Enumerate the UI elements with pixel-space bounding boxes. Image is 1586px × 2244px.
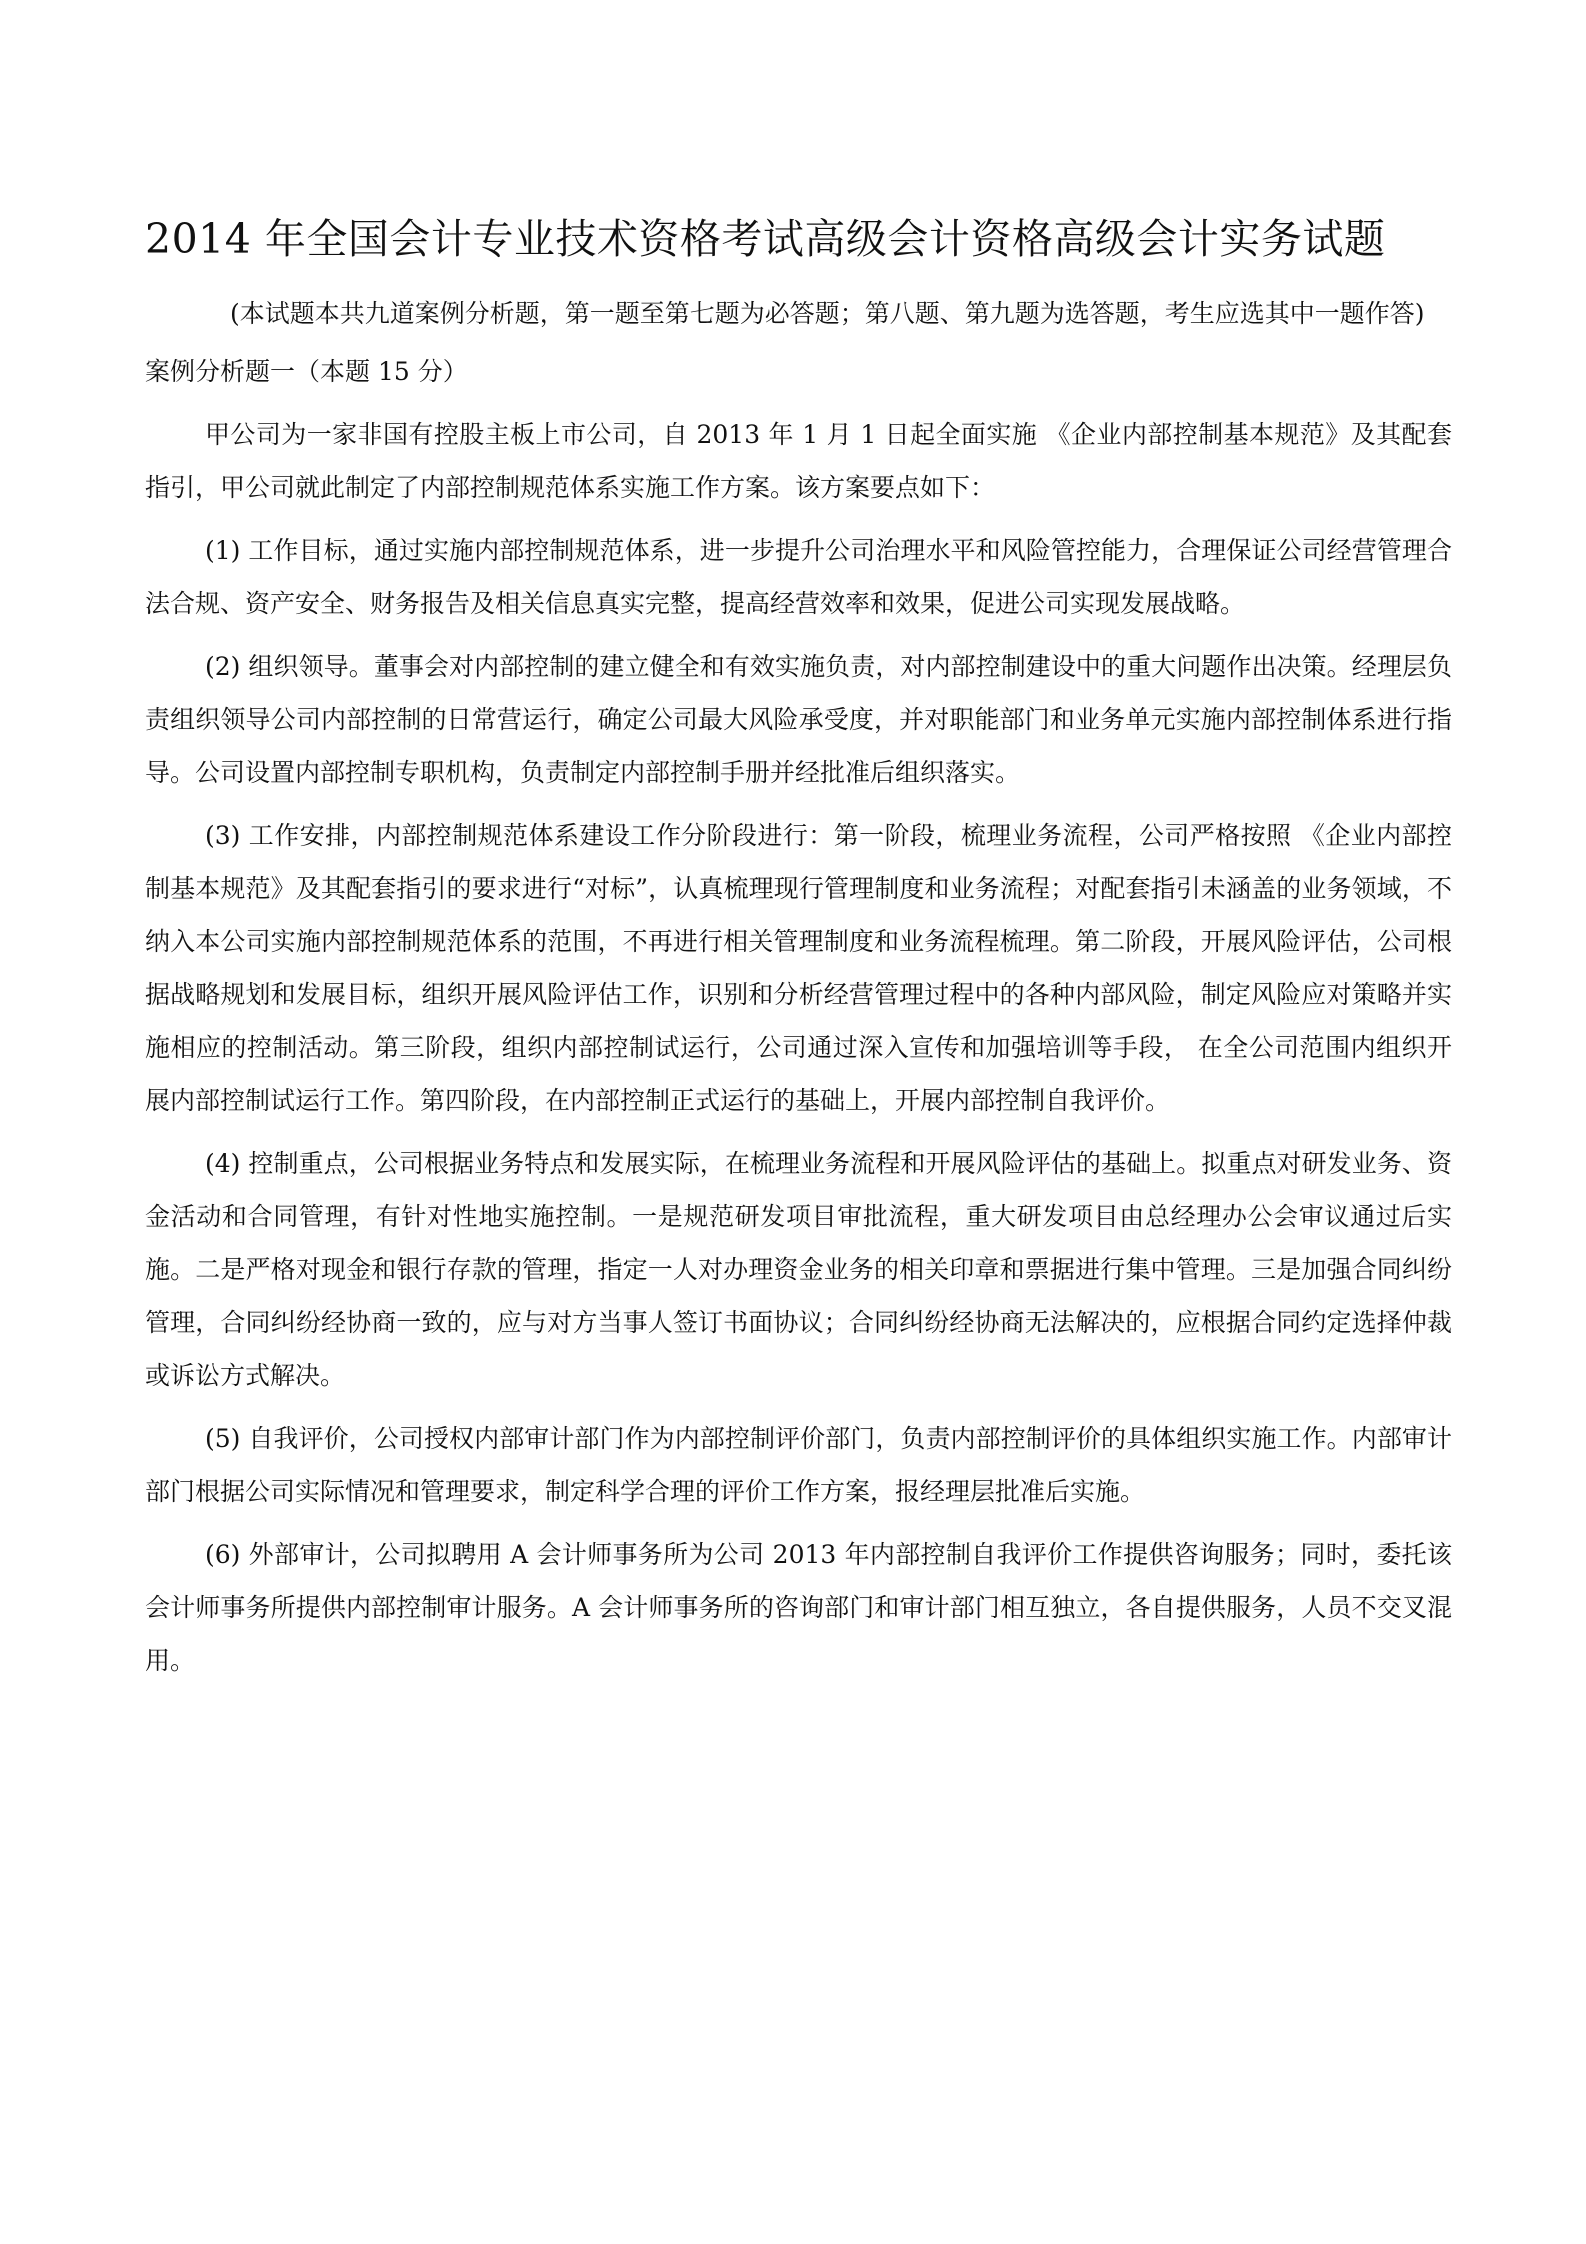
plan-item-6: (6) 外部审计，公司拟聘用 A 会计师事务所为公司 2013 年内部控制自我评价工作提供咨询服务；同时，委托该会计师事务所提供内部控制审计服务。A 会计师事务所的咨询部门和审计部门相互独立，各自提供服务，人员不交叉混用。 (145, 1540, 1452, 1675)
plan-item-3: (3) 工作安排，内部控制规范体系建设工作分阶段进行：第一阶段，梳理业务流程，公司严格按照 《企业内部控制基本规范》及其配套指引的要求进行“对标”，认真梳理现行管理制度和业务流程；对配套指引未涵盖的业务领域，不纳入本公司实施内部控制规范体系的范围，不再进行相关管理制度和业务流程梳理。第二阶段，开展风险评估，公司根据战略规划和发展目标，组织开展风险评估工作，识别和分析经营管理过程中的各种内部风险，制定风险应对策略并实施相应的控制活动。第三阶段，组织内部控制试运行，公司通过深入宣传和加强培训等手段， 在全公司范围内组织开展内部控制试运行工作。第四阶段，在内部控制正式运行的基础上，开展内部控制自我评价。 (145, 821, 1452, 1115)
plan-item-1: (1) 工作目标，通过实施内部控制规范体系，进一步提升公司治理水平和风险管控能力，合理保证公司经营管理合法合规、资产安全、财务报告及相关信息真实完整，提高经营效率和效果，促进公司实现发展战略。 (145, 536, 1452, 618)
case-heading: 案例分析题一（本题 15 分） (145, 357, 468, 386)
case-intro: 甲公司为一家非国有控股主板上市公司，自 2013 年 1 月 1 日起全面实施 《企业内部控制基本规范》及其配套指引，甲公司就此制定了内部控制规范体系实施工作方案。该方案要点如下： (145, 420, 1452, 502)
exam-note: (本试题本共九道案例分析题，第一题至第七题为必答题；第八题、第九题为选答题，考生应选其中一题作答) (230, 299, 1425, 328)
page-title: 2014 年全国会计专业技术资格考试高级会计资格高级会计实务试题 (145, 215, 1386, 263)
plan-item-5: (5) 自我评价，公司授权内部审计部门作为内部控制评价部门，负责内部控制评价的具体组织实施工作。内部审计部门根据公司实际情况和管理要求，制定科学合理的评价工作方案，报经理层批准后实施。 (145, 1424, 1452, 1506)
plan-item-2: (2) 组织领导。董事会对内部控制的建立健全和有效实施负责，对内部控制建设中的重大问题作出决策。经理层负责组织领导公司内部控制的日常营运行，确定公司最大风险承受度，并对职能部门和业务单元实施内部控制体系进行指导。公司设置内部控制专职机构，负责制定内部控制手册并经批准后组织落实。 (145, 652, 1452, 787)
plan-item-4: (4) 控制重点，公司根据业务特点和发展实际，在梳理业务流程和开展风险评估的基础上。拟重点对研发业务、资金活动和合同管理，有针对性地实施控制。一是规范研发项目审批流程，重大研发项目由总经理办公会审议通过后实施。二是严格对现金和银行存款的管理，指定一人对办理资金业务的相关印章和票据进行集中管理。三是加强合同纠纷管理，合同纠纷经协商一致的，应与对方当事人签订书面协议；合同纠纷经协商无法解决的，应根据合同约定选择仲裁或诉讼方式解决。 (145, 1149, 1452, 1390)
